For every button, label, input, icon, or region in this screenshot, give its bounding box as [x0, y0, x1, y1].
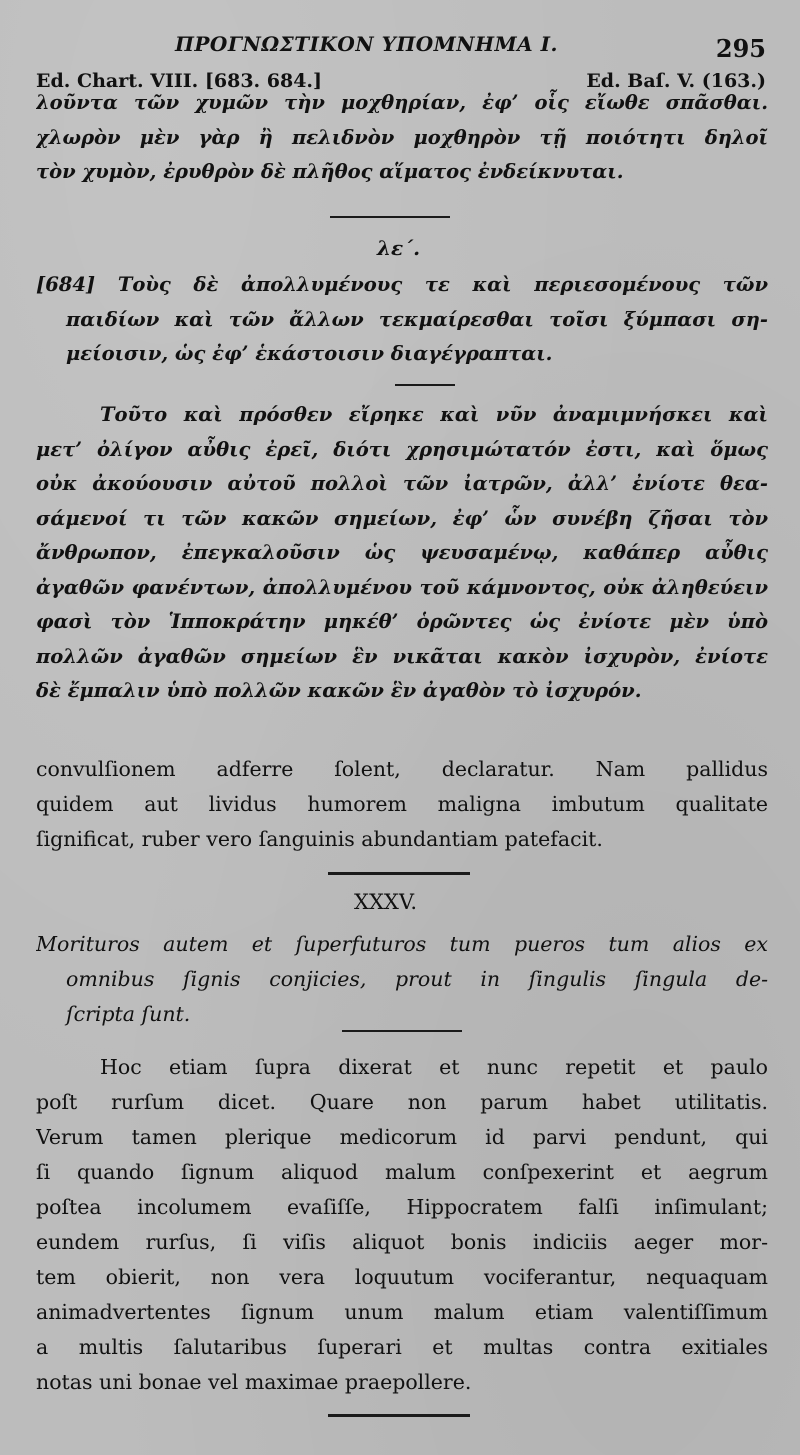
end-divider — [328, 1414, 470, 1417]
greek-lemma — [36, 268, 768, 372]
greek-section-number: λε΄. — [377, 236, 421, 260]
text-line: Hoc etiam ſupra dixerat et nunc repetit et paulo — [100, 1055, 768, 1079]
text-line: σάμενοί τι τῶν κακῶν σημείων, ἐφ’ ὧν συνέβη ζῆσαι τὸν — [36, 506, 768, 530]
latin-continuation — [36, 752, 768, 857]
text-line: convulſionem adferre ſolent, declaratur. Nam pallidus — [36, 757, 768, 781]
section-divider — [330, 216, 450, 218]
text-line: Τοῦτο καὶ πρόσθεν εἴρηκε καὶ νῦν ἀναμιμνήσκει καὶ — [100, 403, 768, 426]
text-line: ſi quando ſignum aliquod malum conſpexerint et aegrum — [36, 1160, 768, 1184]
text-line: χλωρὸν μὲν γὰρ ἢ πελιδνὸν μοχθηρὸν τῇ ποιότητι δηλοῖ — [36, 125, 768, 149]
text-line: quidem aut lividus humorem maligna imbutum qualitate — [36, 792, 768, 816]
text-line: μείοισιν, ὡς ἐφ’ ἑκάστοισιν διαγέγραπται. — [66, 342, 553, 365]
text-line: [684] Τοὺς δὲ ἀπολλυμένους τε καὶ περιεσομένους τῶν — [36, 273, 768, 296]
edition-basel: Ed. Baſ. V. (163.) — [586, 70, 766, 92]
greek-commentary — [36, 398, 768, 709]
text-line: ἀγαθῶν φανέντων, ἀπολλυμένου τοῦ κάμνοντος, οὐκ ἀληθεύειν — [36, 575, 768, 599]
text-line: ſcripta ſunt. — [66, 1002, 191, 1026]
greek-continuation — [36, 86, 768, 190]
page-number: 295 — [715, 34, 766, 63]
text-line: ἄνθρωπον, ἐπεγκαλοῦσιν ὡς ψευσαμένῳ, καθάπερ αὖθις — [36, 541, 768, 564]
text-line: poſt rurſum dicet. Quare non parum habet utilitatis. — [36, 1090, 768, 1114]
text-line: φασὶ τὸν Ἱπποκράτην μηκέθ’ ὁρῶντες ὡς ἐνίοτε μὲν ὑπὸ — [36, 610, 768, 633]
text-line: notas uni bonae vel maximae praepollere. — [36, 1370, 472, 1394]
text-line: τὸν χυμὸν, ἐρυθρὸν δὲ πλῆθος αἵματος ἐνδείκνυται. — [36, 160, 624, 183]
text-line: animadvertentes ſignum unum malum etiam valentiſſimum — [36, 1300, 768, 1324]
edition-chartier: Ed. Chart. VIII. [683. 684.] — [36, 70, 323, 92]
text-line: poſtea incolumem evaſiſſe, Hippocratem falſi inſimulant; — [36, 1195, 768, 1219]
running-title: ΠΡΟΓΝΩΣΤΙΚΟΝ ΥΠΟΜΝΗΜΑ Ι. — [175, 32, 558, 56]
latin-lemma — [36, 927, 768, 1032]
text-line: οὐκ ἀκούουσιν αὐτοῦ πολλοὶ τῶν ἰατρῶν, ἀλλ’ ἐνίοτε θεα- — [36, 472, 768, 495]
text-line: πολλῶν ἀγαθῶν σημείων ἓν νικᾶται κακὸν ἰσχυρὸν, ἐνίοτε — [36, 644, 768, 668]
text-line: μετ’ ὀλίγον αὖθις ἐρεῖ, διότι χρησιμώτατόν ἐστι, καὶ ὅμως — [36, 437, 768, 461]
text-line: ſignificat, ruber vero ſanguinis abundantiam patefacit. — [36, 827, 603, 851]
section-divider — [328, 872, 470, 875]
latin-section-number: XXXV. — [354, 890, 418, 914]
lemma-divider — [342, 1030, 462, 1032]
lemma-divider — [395, 384, 455, 386]
text-line: a multis ſalutaribus ſuperari et multas contra exitiales — [36, 1335, 768, 1359]
text-line: omnibus ſignis conjicies, prout in ſingulis ſingula de- — [66, 967, 768, 991]
text-line: παιδίων καὶ τῶν ἄλλων τεκμαίρεσθαι τοῖσι ξύμπασι ση- — [66, 307, 768, 331]
latin-commentary — [36, 1050, 768, 1400]
text-line: eundem rurſus, ſi viſis aliquot bonis indiciis aeger mor- — [36, 1230, 768, 1254]
text-line: tem obierit, non vera loquutum vociferantur, nequaquam — [36, 1265, 768, 1289]
text-line: λοῦντα τῶν χυμῶν τὴν μοχθηρίαν, ἐφ’ οἷς εἴωθε σπᾶσθαι. — [36, 91, 768, 114]
text-line: Morituros autem et ſuperfuturos tum pueros tum alios ex — [36, 932, 768, 956]
text-line: Verum tamen plerique medicorum id parvi pendunt, qui — [36, 1125, 768, 1149]
text-line: δὲ ἔμπαλιν ὑπὸ πολλῶν κακῶν ἓν ἀγαθὸν τὸ ἰσχυρόν. — [36, 679, 642, 702]
